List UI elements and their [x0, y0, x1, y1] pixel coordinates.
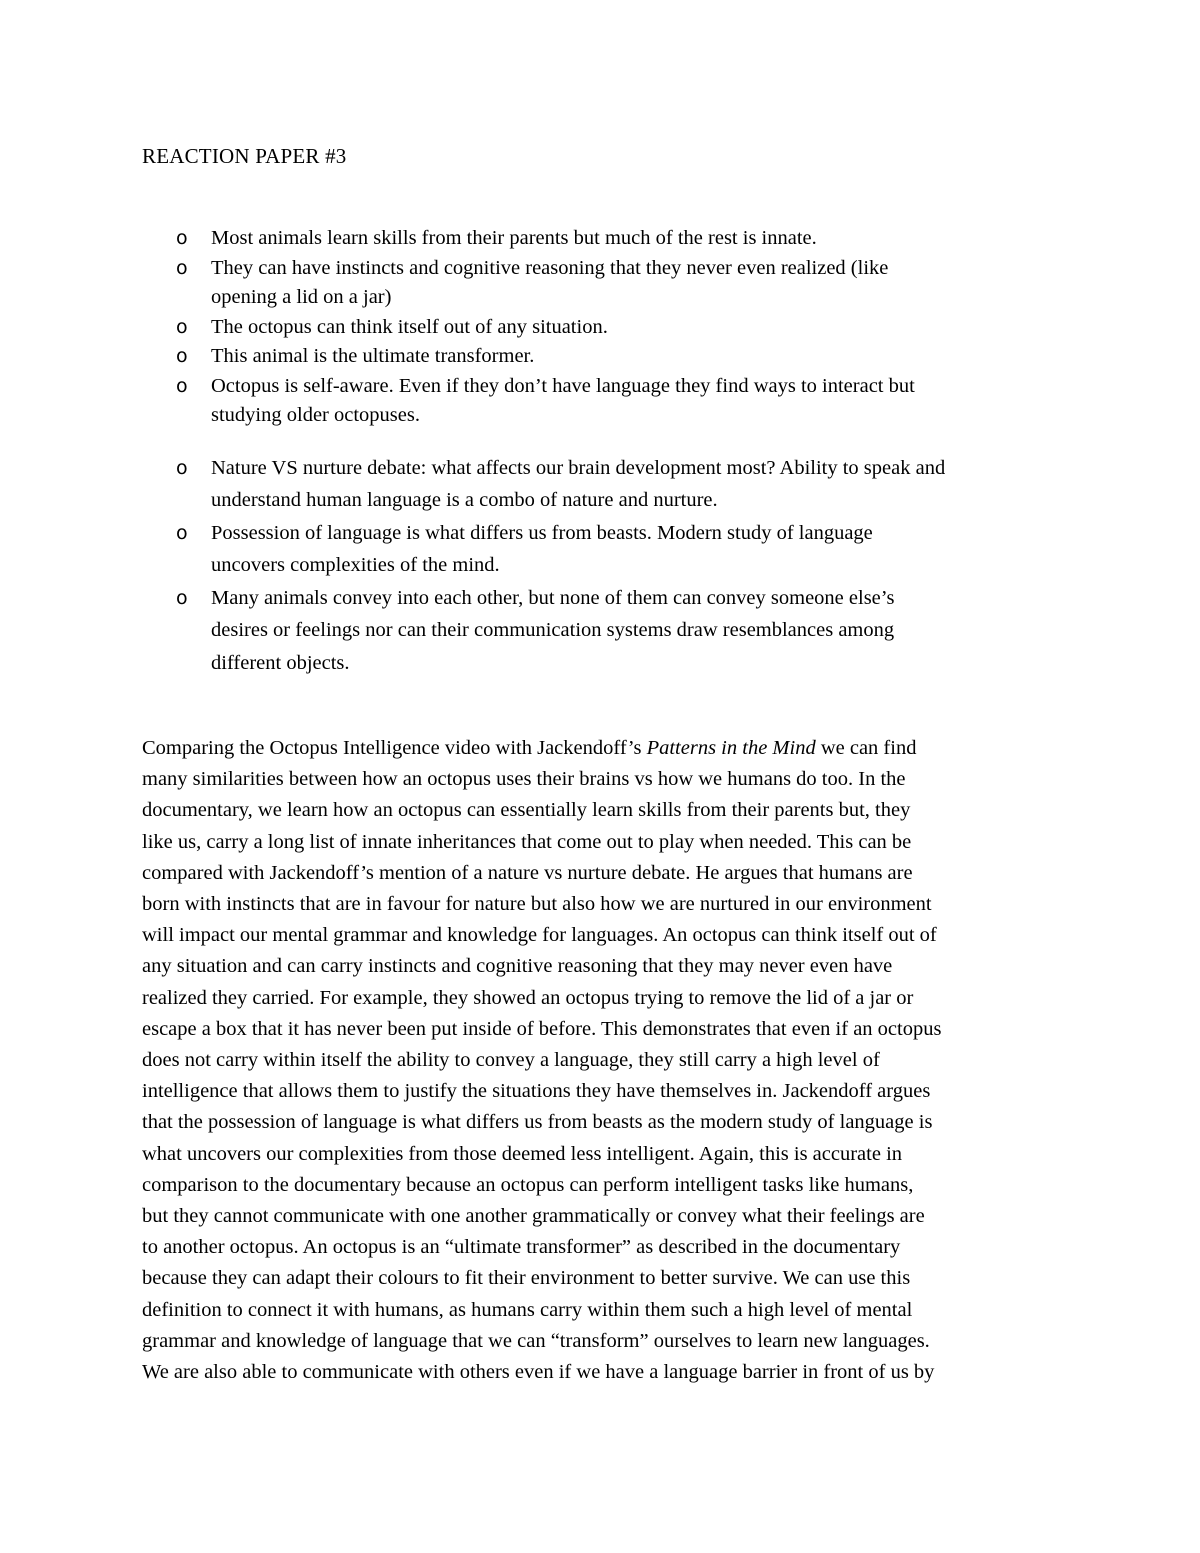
essay-text: we can find: [815, 737, 917, 759]
bullet-item: [142, 372, 1062, 431]
essay-line: We are also able to communicate with others even if we have a language barrier in front of us by: [142, 1361, 935, 1384]
essay-line: to another octopus. An octopus is an “ultimate transformer” as described in the documentary: [142, 1236, 901, 1259]
essay-line: definition to connect it with humans, as humans carry within them such a high level of mental: [142, 1298, 913, 1321]
essay-line: comparison to the documentary because an octopus can perform intelligent tasks like humans,: [142, 1173, 914, 1196]
essay-line: because they can adapt their colours to fit their environment to better survive. We can use this: [142, 1267, 911, 1290]
bullet-marker: o: [176, 521, 188, 544]
bullet-text: They can have instincts and cognitive reasoning that they never even realized (like: [211, 256, 889, 279]
essay-line: born with instincts that are in favour for nature but also how we are nurtured in our environment: [142, 893, 932, 916]
book-title: Patterns in the Mind: [646, 737, 816, 759]
bullet-text: understand human language is a combo of nature and nurture.: [211, 489, 718, 511]
essay-line: documentary, we learn how an octopus can essentially learn skills from their parents but, they: [142, 799, 911, 822]
essay-line: escape a box that it has never been put inside of before. This demonstrates that even if an octopus: [142, 1017, 942, 1040]
essay-text: Comparing the Octopus Intelligence video with Jackendoff’s: [142, 737, 647, 759]
bullet-text: The octopus can think itself out of any situation.: [211, 315, 608, 338]
essay-line: what uncovers our complexities from those deemed less intelligent. Again, this is accurate in: [142, 1142, 903, 1165]
bullet-item: [142, 452, 1062, 517]
bullet-item: [142, 582, 1062, 680]
essay-line: like us, carry a long list of innate inheritances that come out to play when needed. This can be: [142, 830, 912, 853]
bullet-item: [142, 342, 1062, 372]
essay-line: compared with Jackendoff’s mention of a nature vs nurture debate. He argues that humans are: [142, 861, 913, 884]
page-title: REACTION PAPER #3: [142, 144, 347, 168]
essay-line: intelligence that allows them to justify the situations they have themselves in. Jackendoff argues: [142, 1080, 931, 1103]
bullet-text: Nature VS nurture debate: what affects our brain development most? Ability to speak and: [211, 456, 946, 479]
bullet-item: [142, 313, 1062, 343]
bullet-text: Possession of language is what differs us from beasts. Modern study of language: [211, 521, 873, 544]
bullet-text: desires or feelings nor can their communication systems draw resemblances among: [211, 619, 895, 641]
bullet-text: uncovers complexities of the mind.: [211, 554, 500, 576]
bullet-marker: o: [176, 227, 188, 249]
essay-line: does not carry within itself the ability to convey a language, they still carry a high level of: [142, 1049, 880, 1072]
bullet-text: Octopus is self-aware. Even if they don’t have language they find ways to interact but: [211, 374, 915, 397]
essay-line: many similarities between how an octopus uses their brains vs how we humans do too. In the: [142, 768, 906, 791]
bullet-marker: o: [176, 345, 188, 367]
essay-line: any situation and can carry instincts and cognitive reasoning that they may never even have: [142, 955, 893, 978]
bullet-item: [142, 517, 1062, 582]
bullet-item: [142, 254, 1062, 313]
bullet-text: studying older octopuses.: [211, 404, 420, 426]
essay-line: that the possession of language is what differs us from beasts as the modern study of language is: [142, 1111, 933, 1134]
bullet-item: [142, 224, 1062, 254]
bullet-text: Most animals learn skills from their parents but much of the rest is innate.: [211, 227, 817, 249]
bullet-marker: o: [176, 586, 188, 609]
essay-line: but they cannot communicate with one another grammatically or convey what their feelings are: [142, 1205, 925, 1228]
notes-bullet-list: [142, 224, 1062, 679]
bullet-marker: o: [176, 315, 188, 338]
bullet-marker: o: [176, 374, 188, 397]
essay-line: [142, 733, 1062, 764]
bullet-text: different objects.: [211, 651, 350, 674]
bullet-marker: o: [176, 256, 188, 279]
essay-line: will impact our mental grammar and knowledge for languages. An octopus can think itself out of: [142, 924, 937, 947]
essay-line: grammar and knowledge of language that we can “transform” ourselves to learn new languages.: [142, 1329, 930, 1352]
bullet-text: Many animals convey into each other, but none of them can convey someone else’s: [211, 586, 895, 609]
essay-paragraph: [142, 733, 1062, 1388]
bullet-marker: o: [176, 456, 188, 479]
bullet-text: This animal is the ultimate transformer.: [211, 345, 535, 367]
bullet-text: opening a lid on a jar): [211, 286, 392, 308]
essay-line: realized they carried. For example, they showed an octopus trying to remove the lid of a jar or: [142, 986, 914, 1009]
